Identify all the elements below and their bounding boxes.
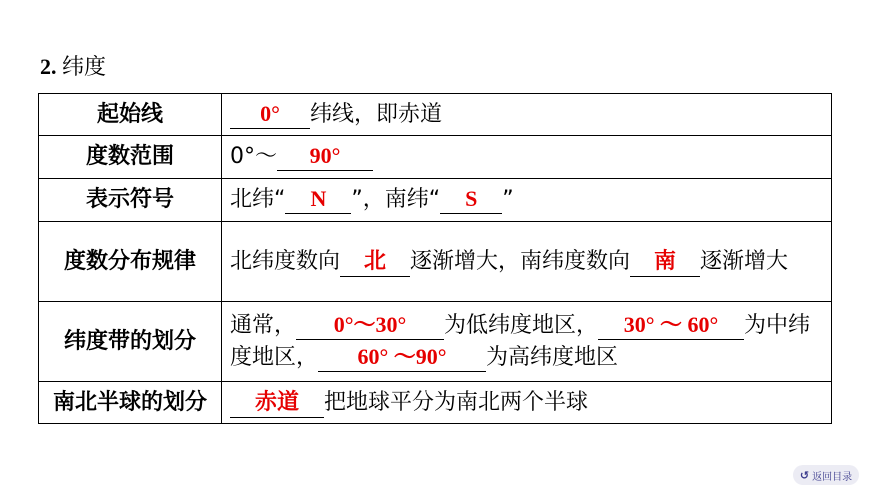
row-text: 逐渐增大 bbox=[700, 248, 789, 274]
section-heading bbox=[40, 52, 106, 83]
answer-blank: 赤道 bbox=[230, 389, 324, 418]
back-label: 返回目录 bbox=[812, 471, 853, 483]
row-label: 度数范围 bbox=[39, 136, 222, 179]
section-dot: . bbox=[51, 54, 62, 79]
row-content bbox=[222, 179, 832, 222]
row-text: 0°～ bbox=[230, 144, 277, 169]
back-to-contents-button[interactable] bbox=[793, 465, 859, 485]
row-content bbox=[222, 382, 832, 424]
answer-blank: 南 bbox=[630, 248, 700, 277]
row-text: 为高纬度地区 bbox=[486, 344, 619, 370]
answer-blank: 0° bbox=[230, 100, 310, 129]
row-text: 纬线，即赤道 bbox=[310, 101, 443, 127]
row-text: 北纬“ bbox=[230, 187, 286, 212]
row-text: 逐渐增大，南纬度数向 bbox=[410, 248, 631, 274]
row-content bbox=[222, 136, 832, 179]
answer-blank: 北 bbox=[340, 248, 410, 277]
answer-blank: 30° ～ 60° bbox=[598, 311, 744, 340]
row-content bbox=[222, 222, 832, 302]
row-label: 表示符号 bbox=[39, 179, 222, 222]
section-title: 纬度 bbox=[62, 55, 107, 80]
answer-blank: N bbox=[285, 185, 351, 214]
row-label: 度数分布规律 bbox=[39, 222, 222, 302]
row-text: 为低纬度地区， bbox=[444, 312, 599, 338]
row-text: ”，南纬“ bbox=[351, 187, 441, 212]
answer-blank: S bbox=[440, 185, 502, 214]
table-row bbox=[39, 94, 832, 136]
row-content bbox=[222, 302, 832, 382]
table-row bbox=[39, 222, 832, 302]
row-text: 把地球平分为南北两个半球 bbox=[324, 389, 589, 415]
latitude-table bbox=[38, 93, 832, 424]
row-label: 起始线 bbox=[39, 94, 222, 136]
row-label: 纬度带的划分 bbox=[39, 302, 222, 382]
table-row bbox=[39, 136, 832, 179]
table-row bbox=[39, 302, 832, 382]
answer-blank: 60° ～90° bbox=[318, 343, 486, 372]
row-text: 北纬度数向 bbox=[230, 248, 341, 274]
row-content bbox=[222, 94, 832, 136]
return-icon: ↺ bbox=[799, 468, 810, 482]
table-row bbox=[39, 179, 832, 222]
table-row bbox=[39, 382, 832, 424]
row-text: 通常， bbox=[230, 312, 297, 338]
row-label: 南北半球的划分 bbox=[39, 382, 222, 424]
row-text: ” bbox=[502, 187, 514, 212]
answer-blank: 90° bbox=[277, 142, 373, 171]
section-number: 2 bbox=[40, 54, 51, 79]
answer-blank: 0°～30° bbox=[296, 311, 444, 340]
row-text: 为中纬度地区， bbox=[230, 312, 811, 370]
